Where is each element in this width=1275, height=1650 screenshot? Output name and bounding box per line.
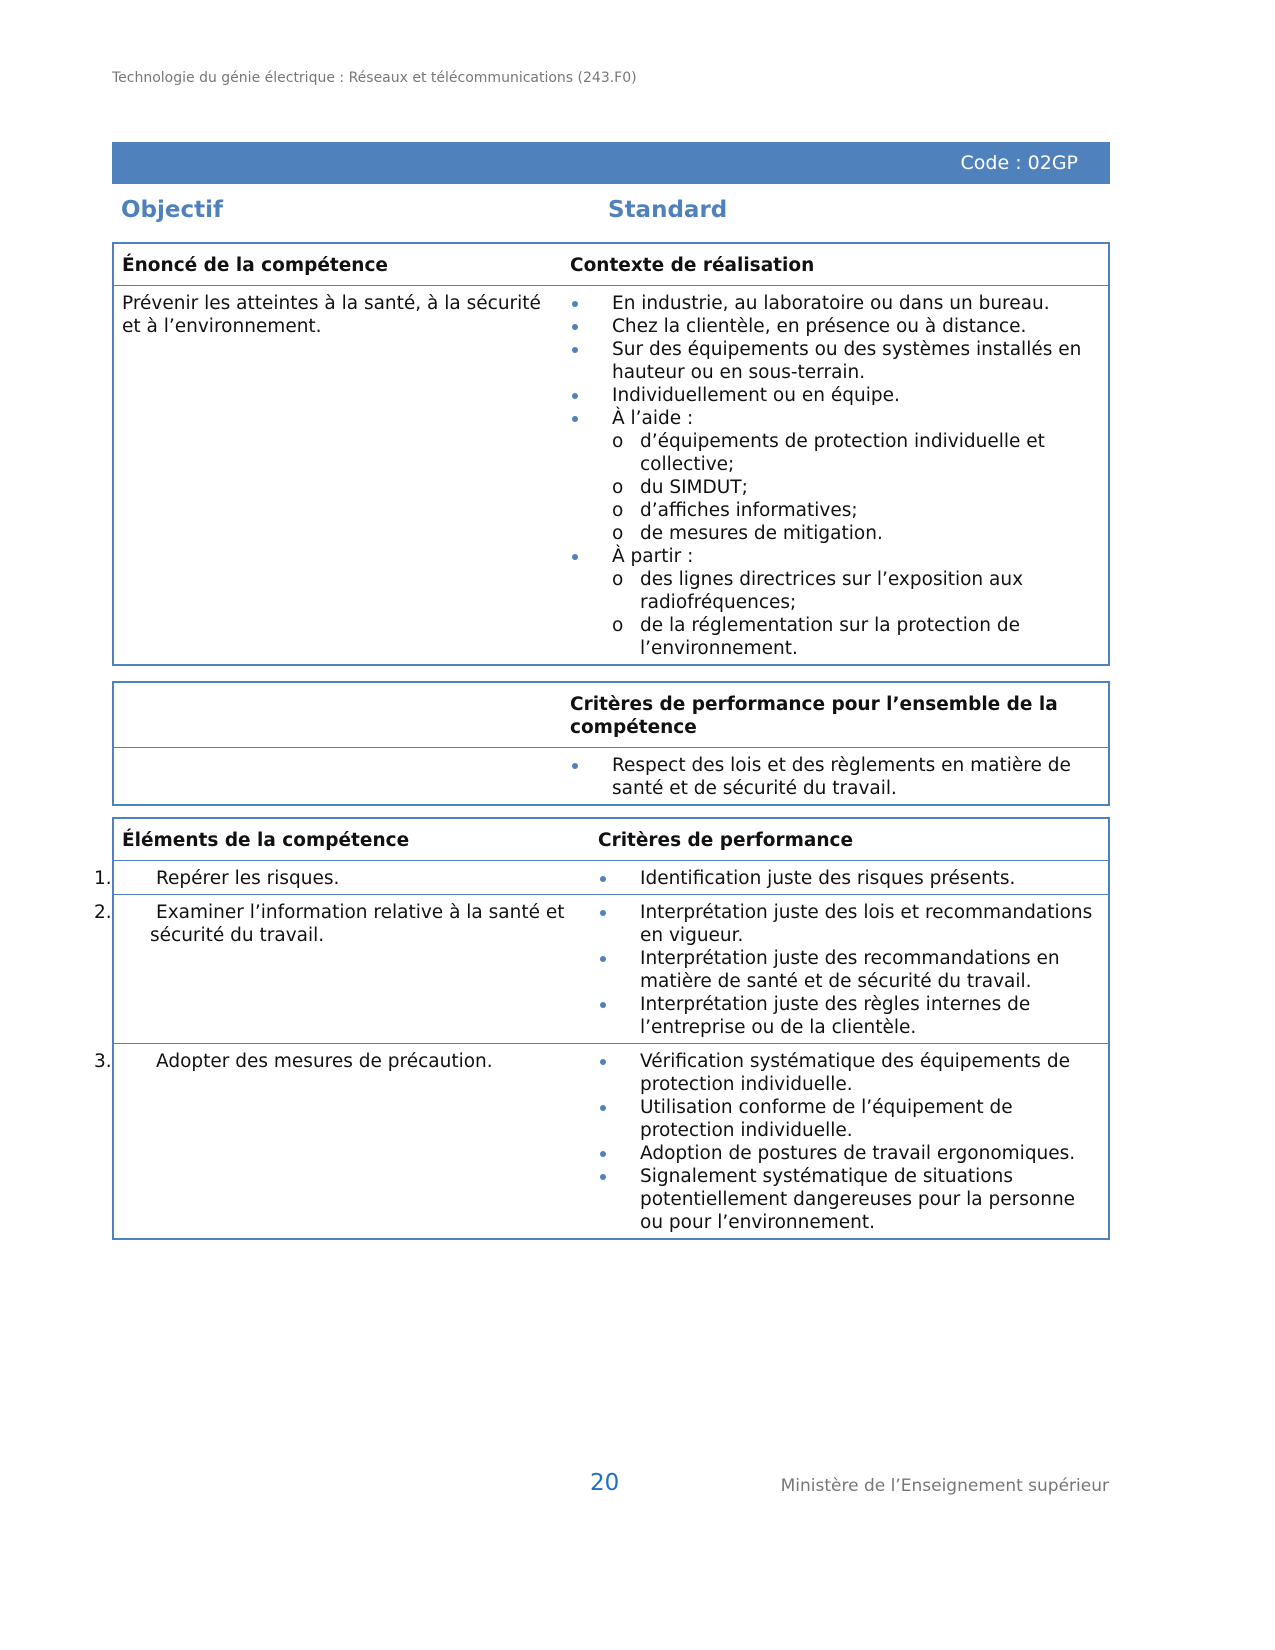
critere-item: Identification juste des risques présents. <box>598 867 1100 890</box>
critere-item: Adoption de postures de travail ergonomiques. <box>598 1142 1100 1165</box>
contexte-item: En industrie, au laboratoire ou dans un bureau. <box>570 292 1100 315</box>
critere-item: Interprétation juste des règles internes de l’entreprise ou de la clientèle. <box>598 993 1100 1039</box>
contexte-subitem: o du SIMDUT; <box>570 476 1100 499</box>
contexte-item: Sur des équipements ou des systèmes installés en hauteur ou en sous-terrain. <box>570 338 1100 384</box>
enonce-header: Énoncé de la compétence <box>122 255 388 276</box>
criteres-list <box>598 1050 1100 1234</box>
criteres-list <box>598 901 1100 1039</box>
element-row <box>113 861 1109 895</box>
standard-heading: Standard <box>608 197 728 223</box>
contexte-item: À partir : <box>570 545 1100 568</box>
contexte-item: Individuellement ou en équipe. <box>570 384 1100 407</box>
element-cell <box>94 861 590 895</box>
code-bar <box>112 142 1110 184</box>
critere-ensemble-item: Respect des lois et des règlements en matière de santé et de sécurité du travail. <box>570 754 1100 800</box>
element-cell <box>94 895 590 1044</box>
table-elements <box>94 817 1110 1240</box>
critere-item: Vérification systématique des équipements de protection individuelle. <box>598 1050 1100 1096</box>
criteres-cell <box>590 1044 1109 1240</box>
contexte-item: À l’aide : <box>570 407 1100 430</box>
criteres-cell <box>590 895 1109 1044</box>
code: Code : 02GP <box>960 152 1078 174</box>
enonce-text: Prévenir les atteintes à la santé, à la sécurité et à l’environnement. <box>113 286 562 666</box>
footer-ministry: Ministère de l’Enseignement supérieur <box>780 1476 1109 1496</box>
element-text: Adopter des mesures de précaution. <box>156 1051 493 1072</box>
contexte-subitem: o des lignes directrices sur l’exposition aux radiofréquences; <box>570 568 1100 614</box>
element-cell <box>94 1044 590 1240</box>
contexte-subitem: o d’affiches informatives; <box>570 499 1100 522</box>
criteres-cell <box>590 861 1109 895</box>
contexte-item: Chez la clientèle, en présence ou à distance. <box>570 315 1100 338</box>
running-header: Technologie du génie électrique : Réseaux et télécommunications (243.F0) <box>112 70 637 86</box>
contexte-subitem: o de mesures de mitigation. <box>570 522 1100 545</box>
criteres-ensemble-list <box>570 754 1100 800</box>
element-number: 2. <box>94 902 112 923</box>
critere-item: Interprétation juste des recommandations en matière de santé et de sécurité du travail. <box>598 947 1100 993</box>
element-row <box>113 895 1109 1044</box>
element-text: Repérer les risques. <box>156 868 340 889</box>
criteres-list <box>598 867 1100 890</box>
elements-header: Éléments de la compétence <box>122 830 410 851</box>
critere-item: Utilisation conforme de l’équipement de protection individuelle. <box>598 1096 1100 1142</box>
table-criteres-ensemble <box>112 681 1110 806</box>
page-number: 20 <box>590 1470 620 1496</box>
element-row <box>113 1044 1109 1240</box>
element-number: 3. <box>94 1051 112 1072</box>
objectif-heading: Objectif <box>121 197 224 223</box>
contexte-subitem: o de la réglementation sur la protection de l’environnement. <box>570 614 1100 660</box>
table-enonce <box>112 242 1110 666</box>
element-text: Examiner l’information relative à la santé et sécurité du travail. <box>150 902 565 946</box>
contexte-header: Contexte de réalisation <box>570 255 815 276</box>
criteres-header: Critères de performance <box>598 830 854 851</box>
contexte-subitem: o d’équipements de protection individuelle et collective; <box>570 430 1100 476</box>
criteres-ensemble-header: Critères de performance pour l’ensemble de la compétence <box>570 694 1058 738</box>
contexte-list <box>570 292 1100 660</box>
critere-item: Signalement systématique de situations potentiellement dangereuses pour la personne ou pour l’environnement. <box>598 1165 1100 1234</box>
critere-item: Interprétation juste des lois et recommandations en vigueur. <box>598 901 1100 947</box>
element-number: 1. <box>94 868 112 889</box>
